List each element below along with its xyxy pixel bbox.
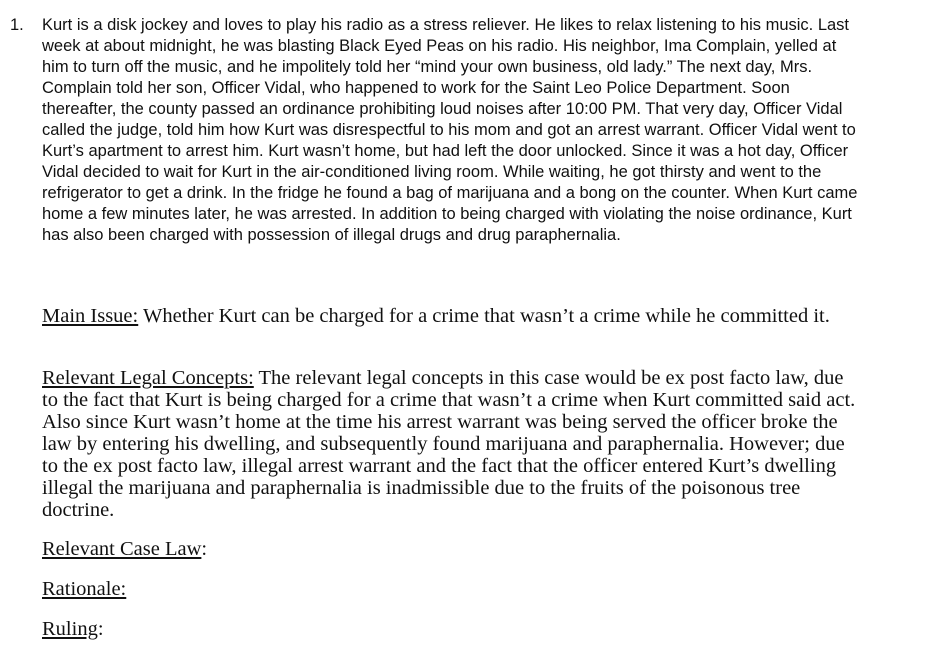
legal-concepts-section <box>42 367 864 521</box>
case-law-heading: Relevant Case Law <box>42 538 202 560</box>
ruling-body: : <box>97 618 104 640</box>
question-number: 1. <box>10 16 24 34</box>
main-issue-section <box>42 305 864 327</box>
case-law-section <box>42 538 864 560</box>
rationale-heading: Rationale: <box>42 578 127 600</box>
main-issue-heading: Main Issue: <box>42 305 139 327</box>
legal-concepts-body: The relevant legal concepts in this case would be ex post facto law, due to the fact that Kurt is being charged for a crime that wasn’t a crime when Kurt committed said act. Also since Kurt wasn’t home at the time his arrest warrant was being served the officer broke the law by entering his dwelling, and subsequently found marijuana and paraphernalia. However; due to the ex post facto law, illegal arrest warrant and the fact that the officer entered Kurt’s dwelling illegal the marijuana and paraphernalia is inadmissible due to the fruits of the poisonous tree doctrine. <box>42 367 856 521</box>
fact-pattern-paragraph: Kurt is a disk jockey and loves to play his radio as a stress reliever. He likes to relax listening to his music. Last week at about midnight, he was blasting Black Eyed Peas on his radio. His neighbor, Ima Complain, yelled at him to turn off the music, and he impolitely told her “mind your own business, old lady.” The next day, Mrs. Complain told her son, Officer Vidal, who happened to work for the Saint Leo Police Department. Soon thereafter, the county passed an ordinance prohibiting loud noises after 10:00 PM. That very day, Officer Vidal called the judge, told him how Kurt was disrespectful to his mom and got an arrest warrant. Officer Vidal went to Kurt’s apartment to arrest him. Kurt wasn’t home, but had left the door unlocked. Since it was a hot day, Officer Vidal decided to wait for Kurt in the air-conditioned living room. While waiting, he got thirsty and went to the refrigerator to get a drink. In the fridge he found a bag of marijuana and a bong on the counter. When Kurt came home a few minutes later, he was arrested. In addition to being charged with violating the noise ordinance, Kurt has also been charged with possession of illegal drugs and drug paraphernalia. <box>42 16 858 244</box>
legal-concepts-heading: Relevant Legal Concepts: <box>42 367 254 389</box>
case-law-body: : <box>201 538 208 560</box>
ruling-section <box>42 618 864 640</box>
ruling-heading: Ruling <box>42 618 98 640</box>
main-issue-body: Whether Kurt can be charged for a crime that wasn’t a crime while he committed it. <box>138 305 830 327</box>
rationale-section <box>42 578 864 600</box>
